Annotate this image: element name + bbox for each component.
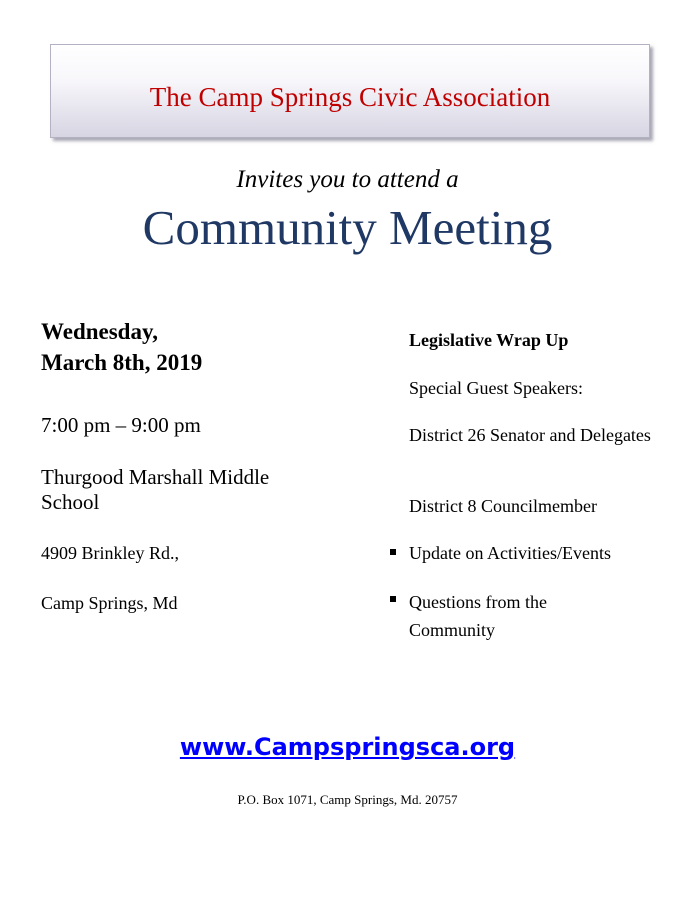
organization-banner bbox=[50, 44, 650, 138]
mailing-address: P.O. Box 1071, Camp Springs, Md. 20757 bbox=[237, 792, 458, 807]
meeting-details bbox=[41, 316, 361, 613]
square-bullet-icon bbox=[390, 596, 396, 602]
meeting-venue: Thurgood Marshall Middle School bbox=[41, 465, 270, 514]
agenda-item-guest-speakers: Special Guest Speakers: bbox=[409, 378, 583, 398]
meeting-date: March 8th, 2019 bbox=[41, 350, 203, 375]
agenda-item-questions-label: Questions from the Community bbox=[409, 592, 547, 640]
square-bullet-icon bbox=[390, 549, 396, 555]
agenda-item-questions bbox=[409, 588, 619, 644]
agenda-item-updates-label: Update on Activities/Events bbox=[409, 543, 611, 563]
agenda-heading: Legislative Wrap Up bbox=[409, 330, 569, 350]
invitation-line: Invites you to attend a bbox=[236, 166, 459, 193]
agenda-item-councilmember: District 8 Councilmember bbox=[409, 496, 597, 516]
website-link[interactable]: www.Campspringsca.org bbox=[179, 733, 516, 761]
meeting-day: Wednesday, bbox=[41, 319, 158, 344]
event-title: Community Meeting bbox=[142, 200, 553, 255]
agenda-item-updates bbox=[409, 541, 611, 565]
venue-city: Camp Springs, Md bbox=[41, 593, 178, 613]
agenda-item-senator-delegates: District 26 Senator and Delegates bbox=[409, 425, 651, 445]
meeting-time: 7:00 pm – 9:00 pm bbox=[41, 413, 201, 437]
organization-name: The Camp Springs Civic Association bbox=[149, 81, 551, 112]
venue-address: 4909 Brinkley Rd., bbox=[41, 543, 179, 563]
